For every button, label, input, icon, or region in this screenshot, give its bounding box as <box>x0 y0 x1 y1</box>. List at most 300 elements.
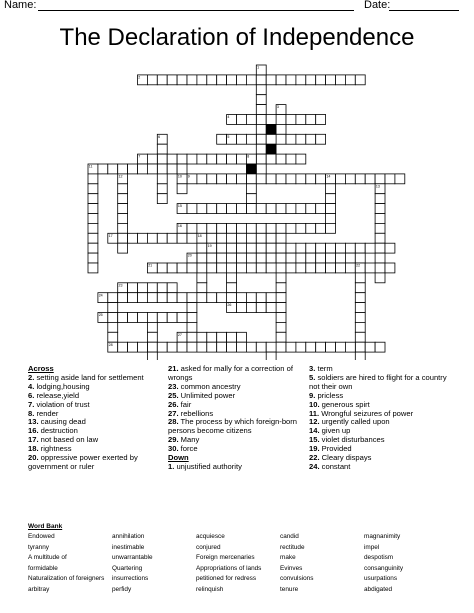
grid-cell[interactable] <box>306 204 316 214</box>
grid-cell[interactable] <box>128 164 138 174</box>
grid-cell[interactable] <box>237 253 247 263</box>
grid-cell[interactable] <box>246 223 256 233</box>
grid-cell[interactable] <box>138 283 148 293</box>
grid-cell[interactable] <box>237 342 247 352</box>
grid-cell[interactable] <box>88 174 98 184</box>
grid-cell[interactable] <box>276 283 286 293</box>
grid-cell[interactable] <box>207 293 217 303</box>
grid-cell[interactable] <box>227 174 237 184</box>
grid-cell[interactable] <box>266 75 276 85</box>
grid-cell[interactable] <box>355 75 365 85</box>
grid-cell[interactable] <box>227 223 237 233</box>
grid-cell[interactable] <box>227 75 237 85</box>
grid-cell[interactable] <box>266 303 276 313</box>
grid-cell[interactable] <box>286 223 296 233</box>
grid-cell[interactable] <box>217 233 227 243</box>
grid-cell[interactable] <box>385 263 395 273</box>
grid-cell[interactable] <box>177 293 187 303</box>
grid-cell[interactable] <box>336 263 346 273</box>
grid-cell[interactable] <box>227 293 237 303</box>
grid-cell[interactable] <box>237 174 247 184</box>
grid-cell[interactable] <box>197 293 207 303</box>
grid-cell[interactable] <box>355 253 365 263</box>
grid-cell[interactable] <box>177 313 187 323</box>
grid-cell[interactable] <box>177 164 187 174</box>
grid-cell[interactable] <box>345 342 355 352</box>
grid-cell[interactable] <box>197 253 207 263</box>
grid-cell[interactable] <box>108 322 118 332</box>
grid-cell[interactable] <box>276 263 286 273</box>
grid-cell[interactable] <box>385 243 395 253</box>
grid-cell[interactable] <box>138 342 148 352</box>
grid-cell[interactable] <box>118 194 128 204</box>
grid-cell[interactable] <box>256 204 266 214</box>
grid-cell[interactable] <box>276 223 286 233</box>
grid-cell[interactable] <box>266 174 276 184</box>
grid-cell[interactable] <box>276 273 286 283</box>
grid-cell[interactable] <box>276 332 286 342</box>
grid-cell[interactable] <box>326 243 336 253</box>
grid-cell[interactable] <box>187 342 197 352</box>
grid-cell[interactable] <box>118 342 128 352</box>
grid-cell[interactable] <box>246 184 256 194</box>
grid-cell[interactable] <box>187 75 197 85</box>
grid-cell[interactable] <box>326 204 336 214</box>
grid-cell[interactable] <box>246 263 256 273</box>
grid-cell[interactable] <box>138 164 148 174</box>
grid-cell[interactable] <box>118 233 128 243</box>
grid-cell[interactable] <box>266 293 276 303</box>
grid-cell[interactable] <box>207 233 217 243</box>
grid-cell[interactable] <box>207 204 217 214</box>
grid-cell[interactable] <box>256 164 266 174</box>
grid-cell[interactable] <box>246 293 256 303</box>
grid-cell[interactable] <box>147 332 157 342</box>
grid-cell[interactable] <box>167 313 177 323</box>
grid-cell[interactable] <box>276 115 286 125</box>
grid-cell[interactable] <box>336 174 346 184</box>
grid-cell[interactable] <box>157 184 167 194</box>
grid-cell[interactable] <box>336 342 346 352</box>
grid-cell[interactable] <box>147 233 157 243</box>
grid-cell[interactable] <box>246 134 256 144</box>
grid-cell[interactable] <box>355 342 365 352</box>
grid-cell[interactable] <box>207 223 217 233</box>
grid-cell[interactable] <box>246 204 256 214</box>
grid-cell[interactable] <box>157 144 167 154</box>
grid-cell[interactable] <box>246 115 256 125</box>
grid-cell[interactable] <box>256 243 266 253</box>
grid-cell[interactable] <box>246 253 256 263</box>
grid-cell[interactable] <box>167 233 177 243</box>
grid-cell[interactable] <box>187 303 197 313</box>
grid-cell[interactable] <box>227 154 237 164</box>
grid-cell[interactable] <box>286 253 296 263</box>
grid-cell[interactable] <box>316 174 326 184</box>
grid-cell[interactable] <box>217 342 227 352</box>
grid-cell[interactable] <box>138 293 148 303</box>
grid-cell[interactable] <box>326 223 336 233</box>
grid-cell[interactable] <box>157 194 167 204</box>
grid-cell[interactable] <box>187 293 197 303</box>
grid-cell[interactable] <box>108 293 118 303</box>
grid-cell[interactable] <box>147 342 157 352</box>
grid-cell[interactable] <box>326 184 336 194</box>
grid-cell[interactable] <box>326 253 336 263</box>
grid-cell[interactable] <box>306 75 316 85</box>
grid-cell[interactable] <box>276 313 286 323</box>
grid-cell[interactable] <box>256 75 266 85</box>
grid-cell[interactable] <box>286 75 296 85</box>
grid-cell[interactable] <box>316 223 326 233</box>
grid-cell[interactable] <box>157 283 167 293</box>
grid-cell[interactable] <box>118 204 128 214</box>
grid-cell[interactable] <box>157 233 167 243</box>
grid-cell[interactable] <box>217 293 227 303</box>
grid-cell[interactable] <box>88 233 98 243</box>
grid-cell[interactable] <box>365 263 375 273</box>
grid-cell[interactable] <box>256 105 266 115</box>
grid-cell[interactable] <box>118 214 128 224</box>
grid-cell[interactable] <box>207 75 217 85</box>
grid-cell[interactable] <box>217 263 227 273</box>
grid-cell[interactable] <box>197 174 207 184</box>
grid-cell[interactable] <box>296 243 306 253</box>
grid-cell[interactable] <box>276 134 286 144</box>
grid-cell[interactable] <box>375 342 385 352</box>
grid-cell[interactable] <box>306 174 316 184</box>
grid-cell[interactable] <box>365 342 375 352</box>
grid-cell[interactable] <box>88 243 98 253</box>
grid-cell[interactable] <box>197 273 207 283</box>
grid-cell[interactable] <box>246 243 256 253</box>
grid-cell[interactable] <box>237 293 247 303</box>
grid-cell[interactable] <box>167 164 177 174</box>
grid-cell[interactable] <box>266 352 276 360</box>
grid-cell[interactable] <box>157 75 167 85</box>
grid-cell[interactable] <box>197 332 207 342</box>
grid-cell[interactable] <box>296 223 306 233</box>
grid-cell[interactable] <box>147 322 157 332</box>
grid-cell[interactable] <box>266 204 276 214</box>
grid-cell[interactable] <box>157 154 167 164</box>
grid-cell[interactable] <box>256 134 266 144</box>
grid-cell[interactable] <box>296 134 306 144</box>
grid-cell[interactable] <box>217 332 227 342</box>
grid-cell[interactable] <box>345 263 355 273</box>
grid-cell[interactable] <box>147 154 157 164</box>
grid-cell[interactable] <box>118 223 128 233</box>
grid-cell[interactable] <box>256 85 266 95</box>
grid-cell[interactable] <box>88 253 98 263</box>
grid-cell[interactable] <box>157 263 167 273</box>
grid-cell[interactable] <box>167 283 177 293</box>
grid-cell[interactable] <box>355 273 365 283</box>
grid-cell[interactable] <box>207 263 217 273</box>
grid-cell[interactable] <box>316 115 326 125</box>
grid-cell[interactable] <box>227 253 237 263</box>
grid-cell[interactable] <box>118 313 128 323</box>
grid-cell[interactable] <box>118 243 128 253</box>
grid-cell[interactable] <box>256 293 266 303</box>
grid-cell[interactable] <box>345 75 355 85</box>
grid-cell[interactable] <box>207 342 217 352</box>
grid-cell[interactable] <box>296 263 306 273</box>
grid-cell[interactable] <box>128 233 138 243</box>
grid-cell[interactable] <box>167 342 177 352</box>
grid-cell[interactable] <box>336 75 346 85</box>
grid-cell[interactable] <box>316 253 326 263</box>
grid-cell[interactable] <box>217 253 227 263</box>
grid-cell[interactable] <box>187 233 197 243</box>
grid-cell[interactable] <box>118 293 128 303</box>
grid-cell[interactable] <box>266 243 276 253</box>
grid-cell[interactable] <box>246 75 256 85</box>
grid-cell[interactable] <box>217 243 227 253</box>
grid-cell[interactable] <box>375 243 385 253</box>
grid-cell[interactable] <box>256 174 266 184</box>
grid-cell[interactable] <box>256 253 266 263</box>
grid-cell[interactable] <box>128 283 138 293</box>
grid-cell[interactable] <box>167 75 177 85</box>
grid-cell[interactable] <box>187 322 197 332</box>
grid-cell[interactable] <box>306 134 316 144</box>
grid-cell[interactable] <box>336 243 346 253</box>
grid-cell[interactable] <box>276 253 286 263</box>
grid-cell[interactable] <box>256 303 266 313</box>
grid-cell[interactable] <box>296 253 306 263</box>
grid-cell[interactable] <box>266 223 276 233</box>
grid-cell[interactable] <box>157 313 167 323</box>
grid-cell[interactable] <box>237 75 247 85</box>
grid-cell[interactable] <box>326 342 336 352</box>
grid-cell[interactable] <box>375 253 385 263</box>
grid-cell[interactable] <box>138 313 148 323</box>
grid-cell[interactable] <box>167 263 177 273</box>
grid-cell[interactable] <box>217 134 230 144</box>
grid-cell[interactable] <box>88 204 98 214</box>
grid-cell[interactable] <box>128 313 138 323</box>
grid-cell[interactable] <box>316 342 326 352</box>
grid-cell[interactable] <box>237 332 247 342</box>
grid-cell[interactable] <box>177 263 187 273</box>
grid-cell[interactable] <box>217 204 227 214</box>
grid-cell[interactable] <box>237 115 247 125</box>
grid-cell[interactable] <box>375 263 385 273</box>
grid-cell[interactable] <box>197 243 207 253</box>
grid-cell[interactable] <box>276 174 286 184</box>
grid-cell[interactable] <box>128 293 138 303</box>
grid-cell[interactable] <box>207 154 217 164</box>
grid-cell[interactable] <box>296 174 306 184</box>
grid-cell[interactable] <box>355 332 365 342</box>
grid-cell[interactable] <box>345 253 355 263</box>
grid-cell[interactable] <box>227 332 237 342</box>
grid-cell[interactable] <box>326 263 336 273</box>
grid-cell[interactable] <box>237 134 247 144</box>
grid-cell[interactable] <box>286 204 296 214</box>
grid-cell[interactable] <box>276 243 286 253</box>
grid-cell[interactable] <box>217 174 227 184</box>
grid-cell[interactable] <box>345 243 355 253</box>
grid-cell[interactable] <box>88 263 98 273</box>
grid-cell[interactable] <box>147 164 157 174</box>
grid-cell[interactable] <box>286 263 296 273</box>
grid-cell[interactable] <box>266 154 276 164</box>
grid-cell[interactable] <box>276 233 286 243</box>
grid-cell[interactable] <box>246 174 256 184</box>
grid-cell[interactable] <box>207 332 217 342</box>
grid-cell[interactable] <box>316 75 326 85</box>
grid-cell[interactable] <box>227 273 237 283</box>
grid-cell[interactable] <box>276 322 286 332</box>
grid-cell[interactable] <box>217 75 227 85</box>
grid-cell[interactable] <box>306 115 316 125</box>
grid-cell[interactable] <box>395 174 405 184</box>
grid-cell[interactable] <box>286 342 296 352</box>
grid-cell[interactable] <box>266 233 276 243</box>
grid-cell[interactable] <box>286 115 296 125</box>
grid-cell[interactable] <box>177 233 187 243</box>
grid-cell[interactable] <box>227 342 237 352</box>
grid-cell[interactable] <box>237 233 247 243</box>
grid-cell[interactable] <box>296 204 306 214</box>
grid-cell[interactable] <box>375 273 385 283</box>
grid-cell[interactable] <box>326 75 336 85</box>
grid-cell[interactable] <box>306 253 316 263</box>
grid-cell[interactable] <box>276 154 286 164</box>
grid-cell[interactable] <box>147 75 157 85</box>
grid-cell[interactable] <box>385 174 395 184</box>
grid-cell[interactable] <box>187 154 197 164</box>
grid-cell[interactable] <box>306 243 316 253</box>
grid-cell[interactable] <box>266 134 276 144</box>
grid-cell[interactable] <box>237 204 247 214</box>
grid-cell[interactable] <box>147 283 157 293</box>
grid-cell[interactable] <box>355 313 365 323</box>
grid-cell[interactable] <box>88 194 98 204</box>
grid-cell[interactable] <box>256 342 266 352</box>
grid-cell[interactable] <box>227 204 237 214</box>
grid-cell[interactable] <box>157 174 167 184</box>
grid-cell[interactable] <box>355 293 365 303</box>
grid-cell[interactable] <box>177 184 187 194</box>
grid-cell[interactable] <box>237 223 247 233</box>
grid-cell[interactable] <box>118 184 128 194</box>
grid-cell[interactable] <box>177 342 187 352</box>
grid-cell[interactable] <box>316 243 326 253</box>
grid-cell[interactable] <box>187 332 197 342</box>
grid-cell[interactable] <box>296 154 306 164</box>
grid-cell[interactable] <box>217 223 227 233</box>
grid-cell[interactable] <box>286 134 296 144</box>
grid-cell[interactable] <box>355 352 365 360</box>
grid-cell[interactable] <box>276 124 286 134</box>
grid-cell[interactable] <box>256 154 266 164</box>
grid-cell[interactable] <box>246 194 256 204</box>
grid-cell[interactable] <box>256 263 266 273</box>
grid-cell[interactable] <box>246 342 256 352</box>
grid-cell[interactable] <box>197 75 207 85</box>
grid-cell[interactable] <box>266 263 276 273</box>
grid-cell[interactable] <box>246 303 256 313</box>
grid-cell[interactable] <box>147 293 157 303</box>
grid-cell[interactable] <box>197 263 207 273</box>
grid-cell[interactable] <box>276 303 286 313</box>
grid-cell[interactable] <box>355 303 365 313</box>
grid-cell[interactable] <box>147 352 157 360</box>
grid-cell[interactable] <box>237 243 247 253</box>
grid-cell[interactable] <box>187 263 197 273</box>
grid-cell[interactable] <box>108 303 118 313</box>
grid-cell[interactable] <box>256 124 266 134</box>
grid-cell[interactable] <box>108 164 118 174</box>
grid-cell[interactable] <box>187 204 197 214</box>
grid-cell[interactable] <box>375 223 385 233</box>
grid-cell[interactable] <box>286 174 296 184</box>
grid-cell[interactable] <box>326 214 336 224</box>
grid-cell[interactable] <box>88 184 98 194</box>
grid-cell[interactable] <box>375 174 385 184</box>
grid-cell[interactable] <box>128 342 138 352</box>
grid-cell[interactable] <box>306 223 316 233</box>
grid-cell[interactable] <box>197 342 207 352</box>
grid-cell[interactable] <box>276 75 286 85</box>
grid-cell[interactable] <box>157 164 167 174</box>
grid-cell[interactable] <box>187 223 197 233</box>
grid-cell[interactable] <box>256 223 266 233</box>
grid-cell[interactable] <box>227 283 237 293</box>
grid-cell[interactable] <box>355 174 365 184</box>
grid-cell[interactable] <box>237 154 250 164</box>
grid-cell[interactable] <box>227 243 237 253</box>
grid-cell[interactable] <box>98 164 108 174</box>
grid-cell[interactable] <box>157 342 167 352</box>
grid-cell[interactable] <box>326 194 336 204</box>
grid-cell[interactable] <box>306 263 316 273</box>
grid-cell[interactable] <box>266 342 276 352</box>
grid-cell[interactable] <box>296 115 306 125</box>
grid-cell[interactable] <box>167 293 177 303</box>
grid-cell[interactable] <box>375 204 385 214</box>
grid-cell[interactable] <box>197 223 207 233</box>
grid-cell[interactable] <box>286 154 296 164</box>
grid-cell[interactable] <box>266 253 276 263</box>
grid-cell[interactable] <box>138 233 148 243</box>
grid-cell[interactable] <box>286 243 296 253</box>
grid-cell[interactable] <box>237 263 247 273</box>
grid-cell[interactable] <box>296 342 306 352</box>
grid-cell[interactable] <box>177 154 187 164</box>
grid-cell[interactable] <box>276 293 286 303</box>
grid-cell[interactable] <box>167 154 177 164</box>
grid-cell[interactable] <box>276 342 286 352</box>
grid-cell[interactable] <box>88 223 98 233</box>
grid-cell[interactable] <box>316 263 326 273</box>
grid-cell[interactable] <box>177 75 187 85</box>
grid-cell[interactable] <box>197 283 207 293</box>
grid-cell[interactable] <box>316 204 326 214</box>
grid-cell[interactable] <box>365 243 375 253</box>
grid-cell[interactable] <box>256 233 266 243</box>
grid-cell[interactable] <box>365 174 375 184</box>
grid-cell[interactable] <box>207 174 217 184</box>
grid-cell[interactable] <box>256 95 266 105</box>
grid-cell[interactable] <box>88 214 98 224</box>
grid-cell[interactable] <box>227 233 237 243</box>
grid-cell[interactable] <box>375 214 385 224</box>
grid-cell[interactable] <box>375 233 385 243</box>
